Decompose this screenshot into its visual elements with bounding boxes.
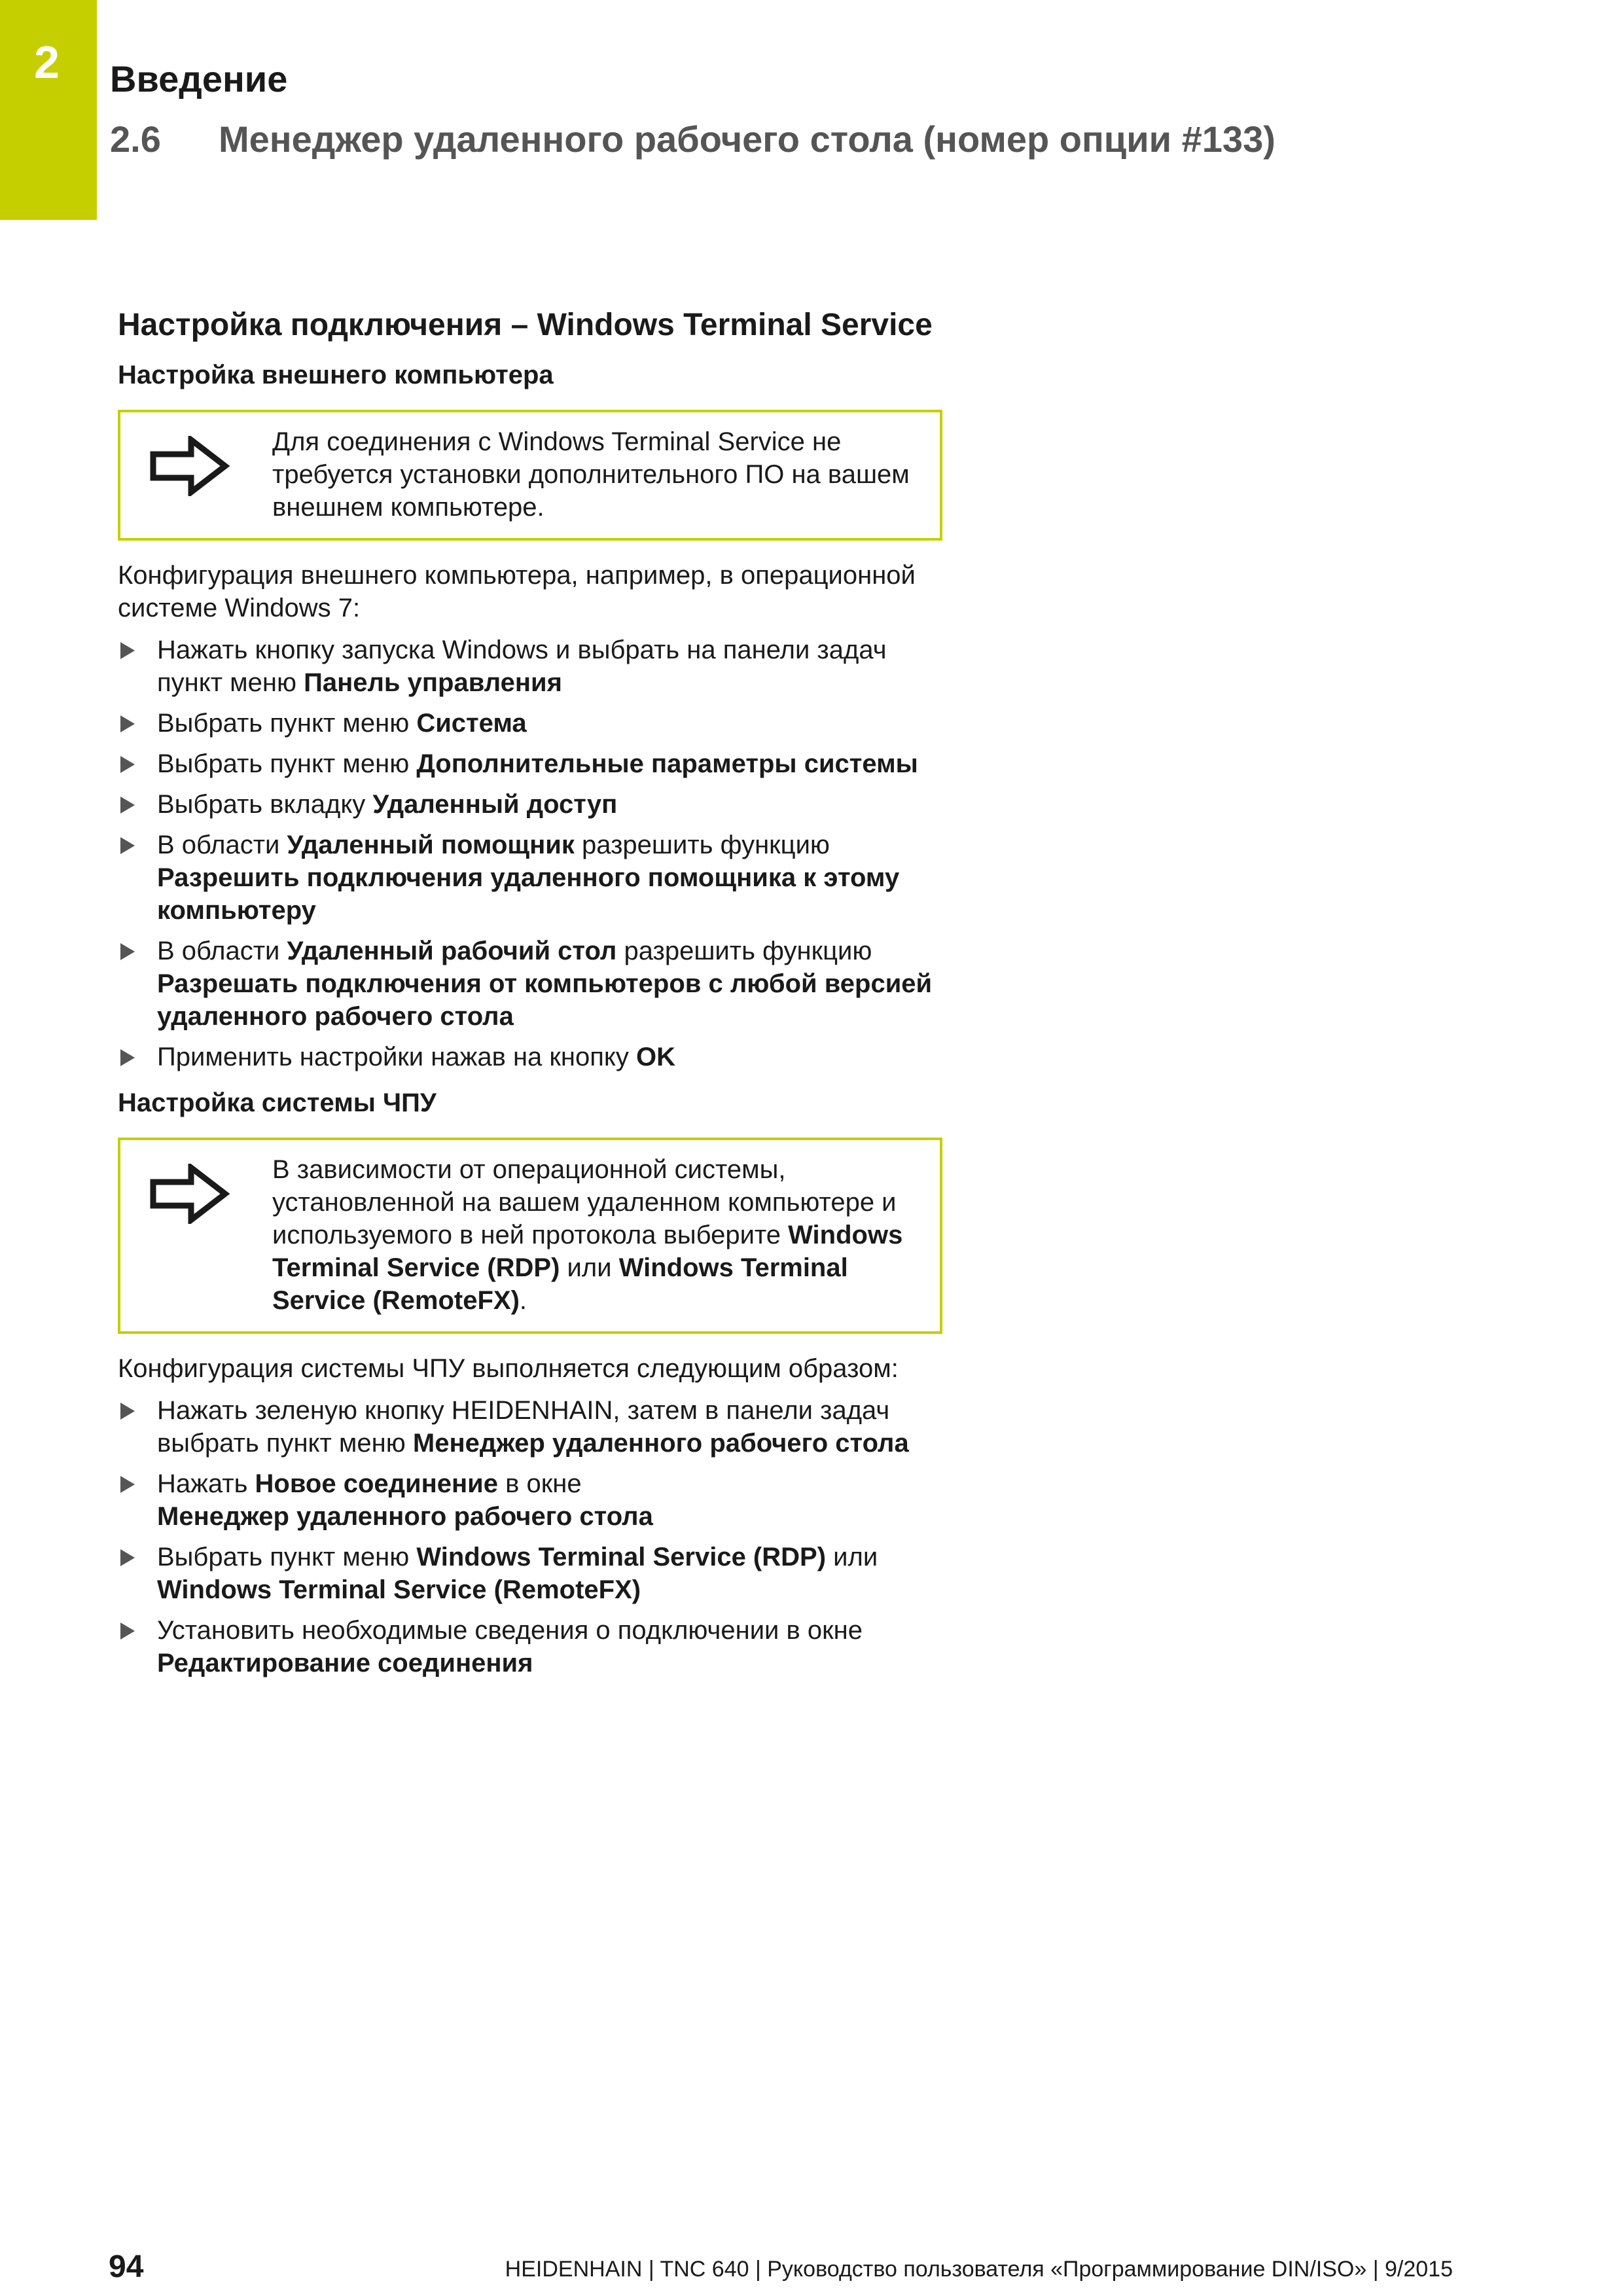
triangle-bullet-icon	[120, 642, 135, 659]
triangle-bullet-icon	[120, 797, 135, 814]
list-item: Установить необходимые сведения о подключении в окне Редактирование соединения	[118, 1614, 942, 1679]
list-item: Выбрать пункт меню Система	[118, 707, 942, 740]
triangle-bullet-icon	[120, 1049, 135, 1066]
arrow-right-outline-icon	[149, 1164, 230, 1224]
list-item: Нажать Новое соединение в окне Менеджер удаленного рабочего стола	[118, 1467, 942, 1533]
list-item: Нажать зеленую кнопку HEIDENHAIN, затем в панели задач выбрать пункт меню Менеджер удаленного рабочего стола	[118, 1394, 942, 1460]
list-item: Нажать кнопку запуска Windows и выбрать на панели задач пункт меню Панель управления	[118, 634, 942, 699]
chapter-number: 2	[34, 37, 60, 88]
list-item: Выбрать пункт меню Windows Terminal Service (RDP) или Windows Terminal Service (RemoteFX)	[118, 1541, 942, 1606]
list-item: Применить настройки нажав на кнопку OK	[118, 1041, 942, 1073]
footer-text: HEIDENHAIN | TNC 640 | Руководство пользователя «Программирование DIN/ISO» | 9/2015	[505, 2257, 1453, 2282]
subheading-external-pc: Настройка внешнего компьютера	[118, 361, 554, 389]
intro-text-cnc-system: Конфигурация системы ЧПУ выполняется следующим образом:	[118, 1354, 899, 1383]
list-item: Выбрать пункт меню Дополнительные параметры системы	[118, 747, 942, 780]
subheading-cnc-system: Настройка системы ЧПУ	[118, 1088, 437, 1117]
list-item: Выбрать вкладку Удаленный доступ	[118, 788, 942, 821]
steps-list-cnc-system	[118, 1394, 942, 1679]
triangle-bullet-icon	[120, 837, 135, 854]
list-item: В области Удаленный рабочий стол разрешить функцию Разрешать подключения от компьютеров с любой версией удаленного рабочего стола	[118, 935, 942, 1033]
intro-text-external-pc: Конфигурация внешнего компьютера, например, в операционной системе Windows 7:	[118, 561, 916, 622]
arrow-right-outline-icon	[149, 436, 230, 496]
note-text: Для соединения с Windows Terminal Service не требуется установки дополнительного ПО на вашем внешнем компьютере.	[272, 427, 910, 522]
section-number: 2.6	[110, 118, 161, 160]
note-box-cnc-system	[118, 1138, 942, 1334]
section-title: Менеджер удаленного рабочего стола (номер опции #133)	[219, 118, 1275, 160]
triangle-bullet-icon	[120, 756, 135, 773]
triangle-bullet-icon	[120, 1549, 135, 1566]
note-box-external-pc	[118, 410, 942, 541]
triangle-bullet-icon	[120, 1476, 135, 1493]
section-heading	[110, 119, 1275, 160]
list-item: В области Удаленный помощник разрешить функцию Разрешить подключения удаленного помощника к этому компьютеру	[118, 829, 942, 927]
topic-heading: Настройка подключения – Windows Terminal Service	[118, 308, 933, 342]
main-content	[118, 305, 942, 1693]
steps-list-external-pc	[118, 634, 942, 1073]
page-number: 94	[109, 2250, 144, 2284]
note-text: В зависимости от операционной системы, установленной на вашем удаленном компьютере и используемого в ней протокола выберите Windows Terminal Service (RDP) или Windows Terminal Service (RemoteFX).	[272, 1155, 903, 1315]
triangle-bullet-icon	[120, 943, 135, 960]
chapter-title: Введение	[110, 58, 288, 99]
triangle-bullet-icon	[120, 715, 135, 732]
chapter-tab	[0, 0, 97, 220]
triangle-bullet-icon	[120, 1623, 135, 1640]
triangle-bullet-icon	[120, 1403, 135, 1420]
